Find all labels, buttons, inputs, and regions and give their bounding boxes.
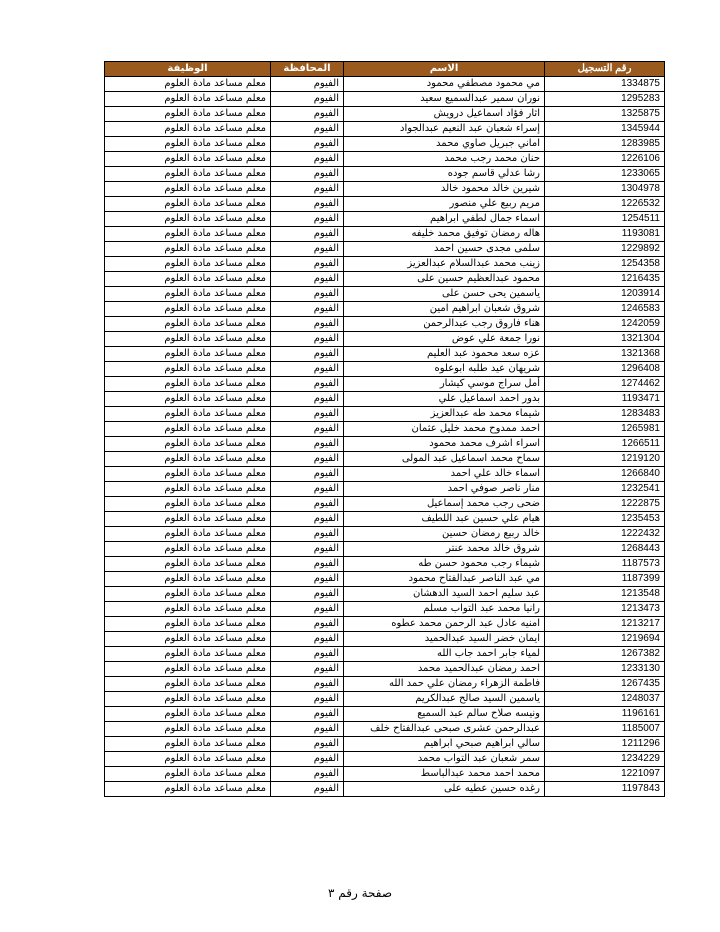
cell-governorate: الفيوم bbox=[271, 332, 344, 347]
header-governorate: المحافظة bbox=[271, 62, 344, 77]
cell-name: شيماء محمد طه عبدالعزيز bbox=[344, 407, 545, 422]
cell-registration: 1222875 bbox=[545, 497, 665, 512]
cell-governorate: الفيوم bbox=[271, 407, 344, 422]
cell-name: حنان محمد رجب محمد bbox=[344, 152, 545, 167]
cell-registration: 1226532 bbox=[545, 197, 665, 212]
cell-job: معلم مساعد مادة العلوم bbox=[105, 422, 271, 437]
cell-job: معلم مساعد مادة العلوم bbox=[105, 647, 271, 662]
cell-job: معلم مساعد مادة العلوم bbox=[105, 317, 271, 332]
cell-job: معلم مساعد مادة العلوم bbox=[105, 692, 271, 707]
cell-job: معلم مساعد مادة العلوم bbox=[105, 92, 271, 107]
cell-governorate: الفيوم bbox=[271, 227, 344, 242]
cell-registration: 1274462 bbox=[545, 377, 665, 392]
cell-job: معلم مساعد مادة العلوم bbox=[105, 467, 271, 482]
cell-registration: 1229892 bbox=[545, 242, 665, 257]
cell-registration: 1235453 bbox=[545, 512, 665, 527]
cell-name: شيرين خالد محمود خالد bbox=[344, 182, 545, 197]
cell-job: معلم مساعد مادة العلوم bbox=[105, 767, 271, 782]
cell-name: عزه سعد محمود عبد العليم bbox=[344, 347, 545, 362]
cell-name: فاطمة الزهراء رمضان علي حمد الله bbox=[344, 677, 545, 692]
cell-registration: 1254358 bbox=[545, 257, 665, 272]
cell-name: عبدالرحمن عشرى صبحى عبدالفتاح خلف bbox=[344, 722, 545, 737]
cell-job: معلم مساعد مادة العلوم bbox=[105, 332, 271, 347]
cell-governorate: الفيوم bbox=[271, 122, 344, 137]
cell-registration: 1266511 bbox=[545, 437, 665, 452]
cell-job: معلم مساعد مادة العلوم bbox=[105, 482, 271, 497]
table-row bbox=[105, 752, 665, 767]
table-body bbox=[105, 77, 665, 797]
cell-name: اسماء خالد علي احمد bbox=[344, 467, 545, 482]
cell-governorate: الفيوم bbox=[271, 632, 344, 647]
cell-job: معلم مساعد مادة العلوم bbox=[105, 452, 271, 467]
cell-job: معلم مساعد مادة العلوم bbox=[105, 152, 271, 167]
cell-registration: 1187573 bbox=[545, 557, 665, 572]
cell-name: شيماء رجب محمود حسن طه bbox=[344, 557, 545, 572]
cell-name: عبد سليم احمد السيد الدهشان bbox=[344, 587, 545, 602]
cell-registration: 1185007 bbox=[545, 722, 665, 737]
table-row bbox=[105, 632, 665, 647]
cell-governorate: الفيوم bbox=[271, 527, 344, 542]
table-row bbox=[105, 677, 665, 692]
cell-registration: 1265981 bbox=[545, 422, 665, 437]
cell-registration: 1213548 bbox=[545, 587, 665, 602]
table-row bbox=[105, 527, 665, 542]
cell-governorate: الفيوم bbox=[271, 317, 344, 332]
cell-name: شروق شعبان ابراهيم امين bbox=[344, 302, 545, 317]
cell-registration: 1295283 bbox=[545, 92, 665, 107]
cell-registration: 1267382 bbox=[545, 647, 665, 662]
cell-registration: 1193081 bbox=[545, 227, 665, 242]
cell-governorate: الفيوم bbox=[271, 722, 344, 737]
cell-registration: 1216435 bbox=[545, 272, 665, 287]
cell-governorate: الفيوم bbox=[271, 737, 344, 752]
table-row bbox=[105, 422, 665, 437]
cell-name: مي عبد الناصر عبدالفتاح محمود bbox=[344, 572, 545, 587]
cell-name: شريهان عيد طلبه ابوعلوه bbox=[344, 362, 545, 377]
cell-registration: 1242059 bbox=[545, 317, 665, 332]
cell-registration: 1203914 bbox=[545, 287, 665, 302]
cell-governorate: الفيوم bbox=[271, 662, 344, 677]
table-row bbox=[105, 182, 665, 197]
cell-registration: 1187399 bbox=[545, 572, 665, 587]
table-row bbox=[105, 452, 665, 467]
cell-governorate: الفيوم bbox=[271, 422, 344, 437]
cell-name: هيام علي حسين عبد اللطيف bbox=[344, 512, 545, 527]
cell-job: معلم مساعد مادة العلوم bbox=[105, 137, 271, 152]
table-row bbox=[105, 362, 665, 377]
cell-job: معلم مساعد مادة العلوم bbox=[105, 242, 271, 257]
cell-governorate: الفيوم bbox=[271, 302, 344, 317]
cell-job: معلم مساعد مادة العلوم bbox=[105, 287, 271, 302]
cell-governorate: الفيوم bbox=[271, 467, 344, 482]
cell-job: معلم مساعد مادة العلوم bbox=[105, 437, 271, 452]
table-row bbox=[105, 92, 665, 107]
table-row bbox=[105, 407, 665, 422]
cell-name: سمر شعبان عبد التواب محمد bbox=[344, 752, 545, 767]
cell-name: زينب محمد عبدالسلام عبدالعزيز bbox=[344, 257, 545, 272]
cell-registration: 1196161 bbox=[545, 707, 665, 722]
table-row bbox=[105, 647, 665, 662]
table-row bbox=[105, 542, 665, 557]
cell-job: معلم مساعد مادة العلوم bbox=[105, 272, 271, 287]
cell-governorate: الفيوم bbox=[271, 362, 344, 377]
cell-governorate: الفيوم bbox=[271, 242, 344, 257]
cell-job: معلم مساعد مادة العلوم bbox=[105, 632, 271, 647]
cell-registration: 1325875 bbox=[545, 107, 665, 122]
cell-name: رغده حسين عطيه على bbox=[344, 782, 545, 797]
table-row bbox=[105, 77, 665, 92]
cell-name: هاله رمضان توفيق محمد خليفه bbox=[344, 227, 545, 242]
cell-name: ايمان خضر السيد عبدالحميد bbox=[344, 632, 545, 647]
cell-name: نورا جمعة علي عوض bbox=[344, 332, 545, 347]
cell-name: سلمى مجدى حسين احمد bbox=[344, 242, 545, 257]
cell-governorate: الفيوم bbox=[271, 272, 344, 287]
cell-name: إسراء شعبان عبد النعيم عبدالجواد bbox=[344, 122, 545, 137]
cell-job: معلم مساعد مادة العلوم bbox=[105, 122, 271, 137]
cell-job: معلم مساعد مادة العلوم bbox=[105, 677, 271, 692]
cell-name: سالي ابراهيم صبحي ابراهيم bbox=[344, 737, 545, 752]
cell-registration: 1283483 bbox=[545, 407, 665, 422]
cell-registration: 1211296 bbox=[545, 737, 665, 752]
cell-governorate: الفيوم bbox=[271, 707, 344, 722]
cell-name: ياسمين يحى حسن على bbox=[344, 287, 545, 302]
table-row bbox=[105, 167, 665, 182]
table-row bbox=[105, 377, 665, 392]
cell-name: نوران سمير عبدالسميع سعيد bbox=[344, 92, 545, 107]
cell-registration: 1222432 bbox=[545, 527, 665, 542]
cell-governorate: الفيوم bbox=[271, 392, 344, 407]
table-row bbox=[105, 602, 665, 617]
registration-table bbox=[104, 61, 665, 797]
table-row bbox=[105, 707, 665, 722]
table-row bbox=[105, 662, 665, 677]
cell-governorate: الفيوم bbox=[271, 647, 344, 662]
cell-governorate: الفيوم bbox=[271, 767, 344, 782]
header-name: الاسم bbox=[344, 62, 545, 77]
cell-job: معلم مساعد مادة العلوم bbox=[105, 602, 271, 617]
cell-job: معلم مساعد مادة العلوم bbox=[105, 617, 271, 632]
cell-governorate: الفيوم bbox=[271, 782, 344, 797]
table-row bbox=[105, 152, 665, 167]
cell-registration: 1334875 bbox=[545, 77, 665, 92]
cell-job: معلم مساعد مادة العلوم bbox=[105, 407, 271, 422]
table-row bbox=[105, 437, 665, 452]
cell-registration: 1283985 bbox=[545, 137, 665, 152]
cell-name: امنيه عادل عبد الرحمن محمد عطوه bbox=[344, 617, 545, 632]
table-row bbox=[105, 197, 665, 212]
table-row bbox=[105, 497, 665, 512]
cell-name: محمد احمد محمد عبدالباسط bbox=[344, 767, 545, 782]
cell-name: رشا عدلي قاسم جوده bbox=[344, 167, 545, 182]
table-row bbox=[105, 512, 665, 527]
table-row bbox=[105, 722, 665, 737]
cell-registration: 1226106 bbox=[545, 152, 665, 167]
table-row bbox=[105, 242, 665, 257]
cell-name: اماني جبريل صاوي محمد bbox=[344, 137, 545, 152]
table-row bbox=[105, 332, 665, 347]
cell-governorate: الفيوم bbox=[271, 377, 344, 392]
cell-registration: 1197843 bbox=[545, 782, 665, 797]
cell-governorate: الفيوم bbox=[271, 572, 344, 587]
cell-governorate: الفيوم bbox=[271, 92, 344, 107]
cell-governorate: الفيوم bbox=[271, 752, 344, 767]
cell-name: سماح محمد اسماعيل عبد المولى bbox=[344, 452, 545, 467]
cell-governorate: الفيوم bbox=[271, 587, 344, 602]
table-row bbox=[105, 557, 665, 572]
cell-registration: 1254511 bbox=[545, 212, 665, 227]
cell-name: اثار فؤاد اسماعيل درويش bbox=[344, 107, 545, 122]
cell-name: خالد ربيع رمضان حسين bbox=[344, 527, 545, 542]
cell-governorate: الفيوم bbox=[271, 557, 344, 572]
cell-registration: 1296408 bbox=[545, 362, 665, 377]
cell-governorate: الفيوم bbox=[271, 212, 344, 227]
cell-name: احمد رمضان عبدالحميد محمد bbox=[344, 662, 545, 677]
cell-registration: 1304978 bbox=[545, 182, 665, 197]
cell-governorate: الفيوم bbox=[271, 257, 344, 272]
cell-name: احمد ممدوح محمد خليل عثمان bbox=[344, 422, 545, 437]
cell-name: شروق خالد محمد عنتر bbox=[344, 542, 545, 557]
cell-name: لمياء جابر احمد جاب الله bbox=[344, 647, 545, 662]
cell-governorate: الفيوم bbox=[271, 287, 344, 302]
cell-name: محمود عبدالعظيم حسين على bbox=[344, 272, 545, 287]
table-row bbox=[105, 302, 665, 317]
table-row bbox=[105, 482, 665, 497]
table-row bbox=[105, 782, 665, 797]
cell-job: معلم مساعد مادة العلوم bbox=[105, 722, 271, 737]
table-row bbox=[105, 317, 665, 332]
cell-governorate: الفيوم bbox=[271, 77, 344, 92]
cell-registration: 1233065 bbox=[545, 167, 665, 182]
cell-job: معلم مساعد مادة العلوم bbox=[105, 107, 271, 122]
table-row bbox=[105, 617, 665, 632]
table-row bbox=[105, 587, 665, 602]
cell-job: معلم مساعد مادة العلوم bbox=[105, 362, 271, 377]
cell-registration: 1193471 bbox=[545, 392, 665, 407]
cell-governorate: الفيوم bbox=[271, 482, 344, 497]
cell-registration: 1246583 bbox=[545, 302, 665, 317]
cell-job: معلم مساعد مادة العلوم bbox=[105, 377, 271, 392]
cell-job: معلم مساعد مادة العلوم bbox=[105, 182, 271, 197]
cell-name: ضحى رجب محمد إسماعيل bbox=[344, 497, 545, 512]
table-row bbox=[105, 272, 665, 287]
cell-registration: 1213217 bbox=[545, 617, 665, 632]
table-row bbox=[105, 737, 665, 752]
cell-job: معلم مساعد مادة العلوم bbox=[105, 557, 271, 572]
cell-registration: 1345944 bbox=[545, 122, 665, 137]
cell-governorate: الفيوم bbox=[271, 197, 344, 212]
cell-job: معلم مساعد مادة العلوم bbox=[105, 707, 271, 722]
cell-job: معلم مساعد مادة العلوم bbox=[105, 587, 271, 602]
cell-governorate: الفيوم bbox=[271, 512, 344, 527]
cell-governorate: الفيوم bbox=[271, 692, 344, 707]
cell-registration: 1321304 bbox=[545, 332, 665, 347]
cell-job: معلم مساعد مادة العلوم bbox=[105, 392, 271, 407]
cell-governorate: الفيوم bbox=[271, 437, 344, 452]
cell-name: ونيسه صلاح سالم عبد السميع bbox=[344, 707, 545, 722]
cell-registration: 1321368 bbox=[545, 347, 665, 362]
cell-name: مي محمود مصطفي محمود bbox=[344, 77, 545, 92]
cell-job: معلم مساعد مادة العلوم bbox=[105, 257, 271, 272]
cell-registration: 1248037 bbox=[545, 692, 665, 707]
cell-governorate: الفيوم bbox=[271, 542, 344, 557]
cell-name: رانيا محمد عبد التواب مسلم bbox=[344, 602, 545, 617]
cell-name: بدور احمد اسماعيل علي bbox=[344, 392, 545, 407]
cell-job: معلم مساعد مادة العلوم bbox=[105, 497, 271, 512]
cell-job: معلم مساعد مادة العلوم bbox=[105, 167, 271, 182]
cell-name: ياسمين السيد صالح عبدالكريم bbox=[344, 692, 545, 707]
page-number: صفحة رقم ٣ bbox=[327, 886, 393, 900]
table-row bbox=[105, 212, 665, 227]
cell-registration: 1219120 bbox=[545, 452, 665, 467]
table-row bbox=[105, 122, 665, 137]
table-row bbox=[105, 257, 665, 272]
cell-job: معلم مساعد مادة العلوم bbox=[105, 227, 271, 242]
cell-name: أمل سراج موسي كيشار bbox=[344, 377, 545, 392]
cell-governorate: الفيوم bbox=[271, 347, 344, 362]
cell-job: معلم مساعد مادة العلوم bbox=[105, 662, 271, 677]
header-registration: رقم التسجيل bbox=[545, 62, 665, 77]
cell-governorate: الفيوم bbox=[271, 677, 344, 692]
header-job: الوظيفة bbox=[105, 62, 271, 77]
cell-governorate: الفيوم bbox=[271, 452, 344, 467]
cell-governorate: الفيوم bbox=[271, 137, 344, 152]
table-row bbox=[105, 767, 665, 782]
cell-name: هناء فاروق رجب عبدالرحمن bbox=[344, 317, 545, 332]
cell-governorate: الفيوم bbox=[271, 497, 344, 512]
cell-job: معلم مساعد مادة العلوم bbox=[105, 782, 271, 797]
table-row bbox=[105, 692, 665, 707]
table-row bbox=[105, 347, 665, 362]
cell-name: اسماء جمال لطفي ابراهيم bbox=[344, 212, 545, 227]
cell-registration: 1233130 bbox=[545, 662, 665, 677]
cell-governorate: الفيوم bbox=[271, 107, 344, 122]
cell-registration: 1221097 bbox=[545, 767, 665, 782]
table-row bbox=[105, 227, 665, 242]
cell-job: معلم مساعد مادة العلوم bbox=[105, 302, 271, 317]
cell-registration: 1232541 bbox=[545, 482, 665, 497]
cell-job: معلم مساعد مادة العلوم bbox=[105, 212, 271, 227]
cell-job: معلم مساعد مادة العلوم bbox=[105, 527, 271, 542]
cell-registration: 1234229 bbox=[545, 752, 665, 767]
cell-job: معلم مساعد مادة العلوم bbox=[105, 752, 271, 767]
cell-registration: 1219694 bbox=[545, 632, 665, 647]
cell-governorate: الفيوم bbox=[271, 182, 344, 197]
cell-name: مريم ربيع علي منصور bbox=[344, 197, 545, 212]
cell-job: معلم مساعد مادة العلوم bbox=[105, 737, 271, 752]
cell-registration: 1267435 bbox=[545, 677, 665, 692]
cell-job: معلم مساعد مادة العلوم bbox=[105, 77, 271, 92]
cell-governorate: الفيوم bbox=[271, 152, 344, 167]
cell-job: معلم مساعد مادة العلوم bbox=[105, 572, 271, 587]
table-row bbox=[105, 287, 665, 302]
cell-job: معلم مساعد مادة العلوم bbox=[105, 197, 271, 212]
cell-registration: 1213473 bbox=[545, 602, 665, 617]
cell-name: اسراء اشرف محمد محمود bbox=[344, 437, 545, 452]
cell-governorate: الفيوم bbox=[271, 617, 344, 632]
table-row bbox=[105, 392, 665, 407]
cell-governorate: الفيوم bbox=[271, 167, 344, 182]
table-row bbox=[105, 137, 665, 152]
cell-registration: 1268443 bbox=[545, 542, 665, 557]
table-row bbox=[105, 467, 665, 482]
cell-registration: 1266840 bbox=[545, 467, 665, 482]
cell-name: منار ناصر صوفي احمد bbox=[344, 482, 545, 497]
cell-job: معلم مساعد مادة العلوم bbox=[105, 512, 271, 527]
table-header-row bbox=[105, 62, 665, 77]
cell-job: معلم مساعد مادة العلوم bbox=[105, 347, 271, 362]
cell-governorate: الفيوم bbox=[271, 602, 344, 617]
table-row bbox=[105, 572, 665, 587]
cell-job: معلم مساعد مادة العلوم bbox=[105, 542, 271, 557]
table-row bbox=[105, 107, 665, 122]
